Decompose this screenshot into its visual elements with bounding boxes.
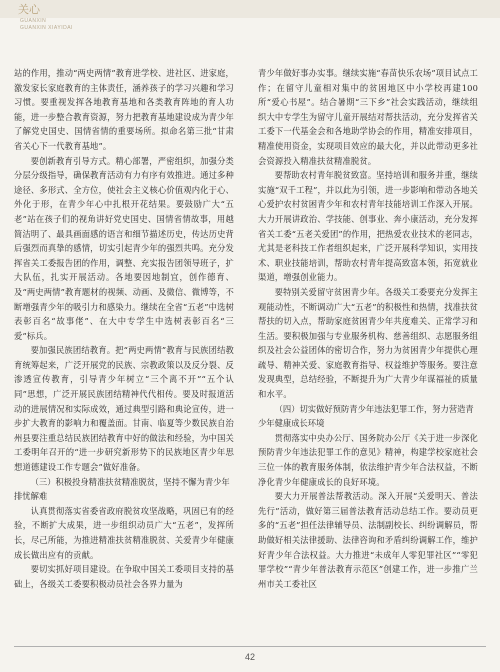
article-body	[14, 66, 490, 636]
footer-rule	[14, 646, 486, 647]
logo-title	[18, 4, 40, 16]
right-column	[258, 66, 478, 636]
paragraph: 要大力开展普法帮教活动。深入开展“关爱明天、普法先行”活动，做好第三届普法教育活动总结工作。要动员更多的“五老”担任法律辅导员、法制副校长、纠纷调解员，帮助做好相关法律援助、法律咨询和矛盾纠纷调解工作，维护好青少年合法权益。大力推进“未成年人零犯罪社区”“零犯罪学校”“青少年普法教育示范区”创建工作，进一步推广兰州市关工委社区	[258, 491, 478, 589]
logo-chars: 关心	[18, 3, 40, 16]
paragraph: 要创新教育引导方式。精心部署，严密组织，加强分类分层分级指导，确保教育活动有力有序有效推进。通过多种途径、多形式、全方位，使社会主义核心价值观内化于心、外化于形，在青少年心中扎根开花结果。要鼓励广大“五老”站在孩子们的视角讲好党史国史、国情省情故事，用越简洁明了、最具画面感的语言和细节描述历史，传达历史背后强烈而真挚的感情，切实引起青少年的强烈共鸣。充分发挥省关工委报告团的作用，调整、充实报告团领导班子，扩大队伍，扎实开展活动。各地要因地制宜，创作德育、及“两史两情”教育题材的视频、动画、及微信、微博等，不断增强青少年的吸引力和感染力。继续在全省“五老”中选树表彰百名“故事佬”、在大中专学生中选树表彰百名“三爱”标兵。	[14, 155, 234, 341]
paragraph: 贯彻落实中央办公厅、国务院办公厅《关于进一步深化预防青少年违法犯罪工作的意见》精神，构建学校家庭社会三位一体的教育服务体制，依法维护青少年合法权益，不断净化青少年健康成长的良好环境。	[258, 432, 478, 487]
paragraph: 要切实抓好项目建设。在争取中国关工委项目支持的基础上，各级关工委要积极动员社会各界力量为	[14, 564, 234, 589]
logo-pinyin-line2: GUANXIN XIAYIDAI	[20, 25, 73, 31]
paragraph: 要特别关爱留守贫困青少年。各级关工委要充分发挥主观能动性，不断调动广大“五老”的积极性和热情，找准扶贫帮扶的切入点，帮助家庭贫困青少年共度难关、正常学习和生活。要积极加强与专业服务机构、慈善组织、志愿服务组织及社会公益团体的密切合作，努力为贫困青少年提供心理疏导、精神关爱、家庭教育指导、权益维护等服务。要注意发现典型，总结经验，不断提升为广大青少年谋福祉的质量和水平。	[258, 286, 478, 400]
paragraph: 要帮助农村青年脱贫致富。坚持培训和服务并重，继续实施“双千工程”，并以此为引领，进一步影响和带动各地关心爱护农村贫困青少年和农村青年技能培训工作深入开展。大力开展讲政治、学技能、创事业、奔小康活动，充分发挥省关工委“五老关爱团”的作用，把热爱农业技术的老同志，尤其是老科技工作者组织起来，广泛开展科学知识，实用技术、职业技能培训，帮助农村青年提高致富本领，拓宽就业渠道，增强创业能力。	[258, 170, 478, 283]
section-heading: （四）切实做好预防青少年违法犯罪工作，努力营造青少年健康成长环境	[258, 403, 474, 429]
magazine-logo	[18, 4, 88, 44]
left-column	[14, 66, 234, 636]
paragraph: 青少年做好事办实事。继续实施“春苗快乐农场”项目试点工作；在留守儿童相对集中的贫困地区中小学校再建100所“爱心书屋”。结合暑期“三下乡”社会实践活动，继续组织大中专学生为留守儿童开展结对帮扶活动，充分发挥省关工委下一代基金会和各地助学协会的作用，精准安排项目，精准使用资金，实现项目效应的最大化，并以此带动更多社会资源投入精准扶贫精准脱贫。	[258, 68, 478, 166]
page-number: 42	[244, 652, 255, 662]
paragraph: 要加强民族团结教育。把“两史两情”教育与民族团结教育统筹起来，广泛开展党的民族、宗教政策以及反分裂、反渗透宣传教育，引导青少年树立“三个离不开”“五个认同”思想，广泛开展民族团结精神代代相传。要及时报道活动的进展情况和实际成效，通过典型引路和典论宣传，进一步扩大教育的影响力和覆盖面。甘南、临夏等少数民族自治州县要注重总结民族团结教育中好的做法和经验，为中国关工委明年召开的“进一步研究新形势下的民族地区青少年思想道德建设工作专题会”做好准备。	[14, 345, 234, 473]
paragraph: 站的作用，推动“两史两情”教育进学校、进社区、进家庭，激发家长家庭教育的主体责任，涵养孩子的学习兴趣和学习习惯。要重视发挥各地教育基地和各类教育阵地的育人功能，进一步整合教育资源，努力把教育基地建设成为青少年了解党史国史、国情省情的重要场所。拟命名第三批“甘肃省关心下一代教育基地”。	[14, 68, 234, 151]
logo-pinyin-line1: GUANXIN	[20, 18, 47, 24]
page-header	[0, 0, 500, 58]
section-heading: （三）积极投身精准扶贫精准脱贫，坚持不懈为青少年排忧解难	[14, 476, 230, 502]
paragraph: 认真贯彻落实省委省政府脱贫攻坚战略，巩固已有的经验，不断扩大成果，进一步组织动员广大“五老”，发挥所长，尽己所能，为推进精准扶贫精准脱贫、关爱青少年健康成长做出应有的贡献。	[14, 505, 234, 560]
